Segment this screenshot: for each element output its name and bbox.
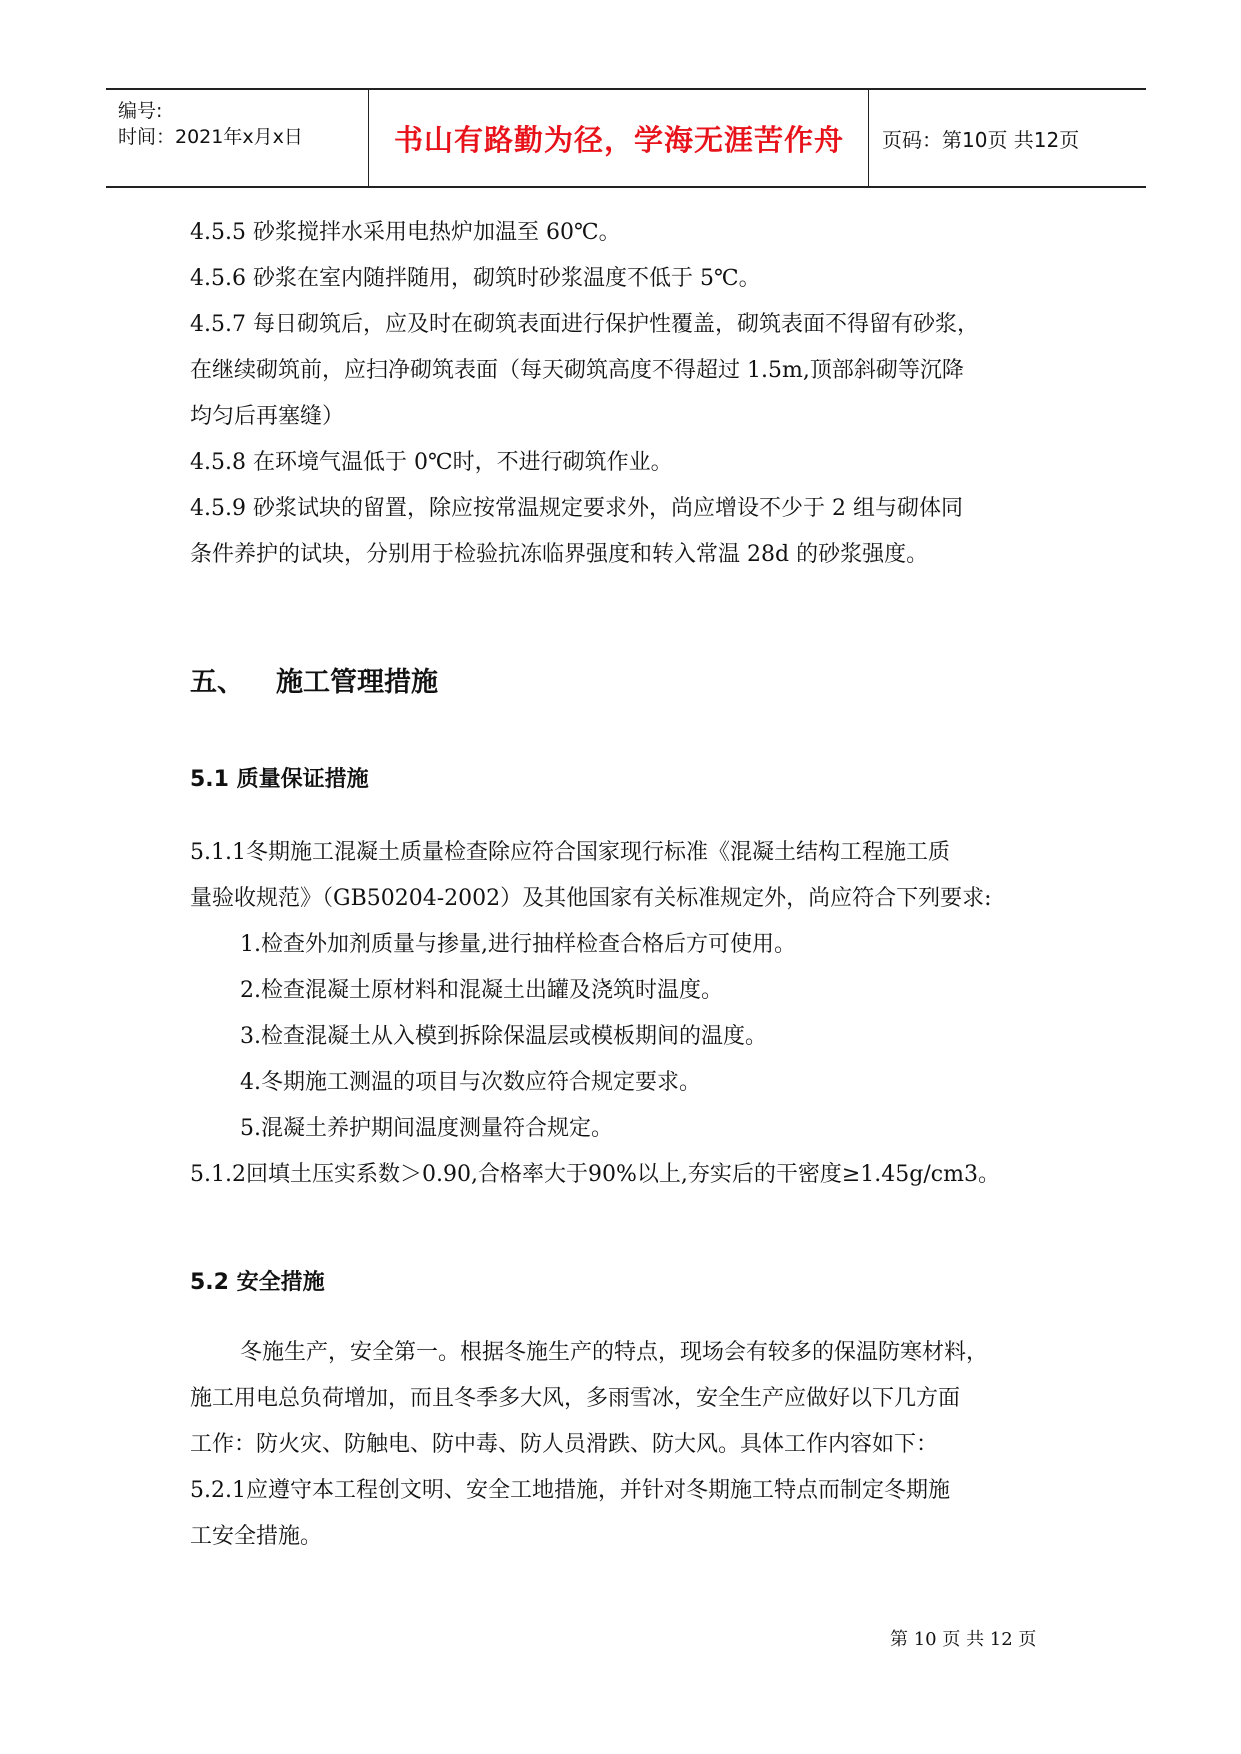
paragraph-line: 4.5.5 砂浆搅拌水采用电热炉加温至 60℃。	[190, 220, 621, 245]
paragraph-line: 5.1.2回填土压实系数＞0.90,合格率大于90%以上,夯实后的干密度≥1.45g/cm3。	[190, 1162, 1000, 1187]
paragraph-line: 条件养护的试块，分别用于检验抗冻临界强度和转入常温 28d 的砂浆强度。	[190, 542, 929, 567]
page-header	[106, 88, 1146, 188]
section-heading-5-1: 5.1 质量保证措施	[190, 767, 369, 792]
paragraph-line: 均匀后再塞缝）	[190, 404, 345, 429]
paragraph-line: 4.5.7 每日砌筑后，应及时在砌筑表面进行保护性覆盖，砌筑表面不得留有砂浆，	[190, 312, 979, 337]
header-code-label: 编号:	[118, 100, 163, 122]
chapter-heading	[190, 660, 438, 699]
paragraph-line: 工安全措施。	[190, 1524, 323, 1549]
header-page-info: 页码：第10页 共12页	[882, 127, 1080, 152]
header-motto-cell	[370, 90, 869, 186]
header-page-cell	[870, 90, 1158, 186]
header-meta-cell	[106, 90, 369, 186]
paragraph-line: 在继续砌筑前，应扫净砌筑表面（每天砌筑高度不得超过 1.5m,顶部斜砌等沉降	[190, 358, 964, 383]
chapter-number: 五、	[190, 667, 244, 698]
paragraph-line: 量验收规范》（GB50204-2002）及其他国家有关标准规定外，尚应符合下列要求:	[190, 886, 992, 911]
page-footer: 第 10 页 共 12 页	[890, 1629, 1037, 1650]
list-item: 2.检查混凝土原材料和混凝土出罐及浇筑时温度。	[240, 978, 723, 1003]
paragraph-line: 施工用电总负荷增加，而且冬季多大风，多雨雪冰，安全生产应做好以下几方面	[190, 1386, 961, 1411]
paragraph-line: 4.5.9 砂浆试块的留置，除应按常温规定要求外，尚应增设不少于 2 组与砌体同	[190, 496, 963, 521]
paragraph-line: 4.5.8 在环境气温低于 0℃时，不进行砌筑作业。	[190, 450, 673, 475]
list-item: 5.混凝土养护期间温度测量符合规定。	[240, 1116, 613, 1141]
paragraph-line: 冬施生产，安全第一。根据冬施生产的特点，现场会有较多的保温防寒材料，	[240, 1340, 989, 1365]
section4-block	[190, 210, 1070, 578]
header-motto: 书山有路勤为径，学海无涯苦作舟	[393, 122, 844, 157]
chapter-title: 施工管理措施	[276, 667, 438, 698]
list-item: 3.检查混凝土从入模到拆除保温层或模板期间的温度。	[240, 1024, 767, 1049]
paragraph-line: 5.2.1应遵守本工程创文明、安全工地措施，并针对冬期施工特点而制定冬期施	[190, 1478, 950, 1503]
section52-body	[190, 1330, 1070, 1560]
list-item: 1.检查外加剂质量与掺量,进行抽样检查合格后方可使用。	[240, 932, 796, 957]
section51-body	[190, 830, 1070, 1198]
paragraph-line: 5.1.1冬期施工混凝土质量检查除应符合国家现行标准《混凝土结构工程施工质	[190, 840, 950, 865]
paragraph-line: 工作：防火灾、防触电、防中毒、防人员滑跌、防大风。具体工作内容如下：	[190, 1432, 939, 1457]
header-time-label: 时间：2021年x月x日	[118, 126, 303, 148]
paragraph-line: 4.5.6 砂浆在室内随拌随用，砌筑时砂浆温度不低于 5℃。	[190, 266, 761, 291]
list-item: 4.冬期施工测温的项目与次数应符合规定要求。	[240, 1070, 701, 1095]
section-heading-5-2: 5.2 安全措施	[190, 1270, 325, 1295]
